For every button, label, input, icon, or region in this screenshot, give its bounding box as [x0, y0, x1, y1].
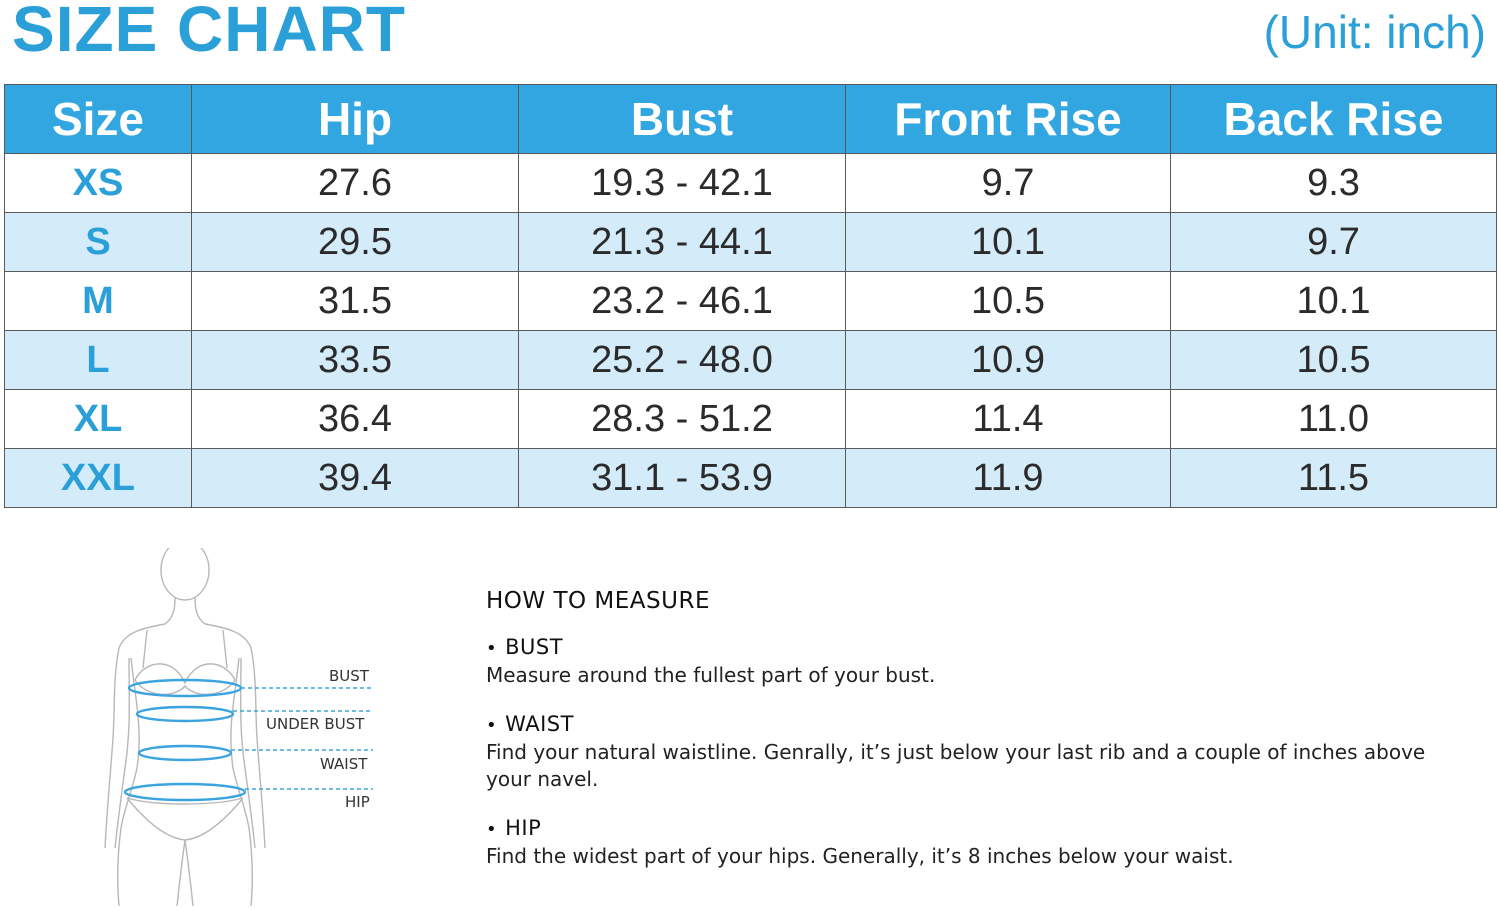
bust-cell: 28.3 - 51.2 — [519, 390, 846, 449]
bust-cell: 23.2 - 46.1 — [519, 272, 846, 331]
column-header-size: Size — [5, 85, 192, 154]
table-row — [5, 390, 1497, 449]
table-header-row — [5, 85, 1497, 154]
front-rise-cell: 10.1 — [846, 213, 1171, 272]
figure-label-under-bust: UNDER BUST — [266, 715, 365, 733]
size-cell: XXL — [5, 449, 192, 508]
back-rise-cell: 9.3 — [1171, 154, 1497, 213]
front-rise-cell: 11.4 — [846, 390, 1171, 449]
figure-label-hip: HIP — [345, 793, 370, 811]
measure-item-title: BUST — [505, 635, 564, 659]
front-rise-cell: 10.5 — [846, 272, 1171, 331]
column-header-bust: Bust — [519, 85, 846, 154]
bullet-icon: • — [486, 638, 498, 659]
hip-cell: 31.5 — [192, 272, 519, 331]
how-to-measure-section — [486, 588, 1446, 892]
bust-cell: 21.3 - 44.1 — [519, 213, 846, 272]
back-rise-cell: 10.5 — [1171, 331, 1497, 390]
measure-item-bust — [486, 634, 1446, 689]
figure-label-bust: BUST — [329, 667, 369, 685]
back-rise-cell: 11.5 — [1171, 449, 1497, 508]
table-row — [5, 213, 1497, 272]
front-rise-cell: 11.9 — [846, 449, 1171, 508]
measure-item-description: Find your natural waistline. Genrally, it’s just below your last rib and a couple of inches above your navel. — [486, 740, 1426, 791]
table-row — [5, 449, 1497, 508]
column-header-hip: Hip — [192, 85, 519, 154]
back-rise-cell: 11.0 — [1171, 390, 1497, 449]
table-row — [5, 154, 1497, 213]
bust-cell: 25.2 - 48.0 — [519, 331, 846, 390]
measure-item-waist — [486, 711, 1446, 793]
measure-item-description: Measure around the fullest part of your bust. — [486, 663, 936, 687]
back-rise-cell: 9.7 — [1171, 213, 1497, 272]
hip-cell: 39.4 — [192, 449, 519, 508]
size-cell: XL — [5, 390, 192, 449]
hip-cell: 36.4 — [192, 390, 519, 449]
front-rise-cell: 9.7 — [846, 154, 1171, 213]
measure-item-hip — [486, 815, 1446, 870]
body-measurement-figure — [95, 548, 395, 906]
size-cell: XS — [5, 154, 192, 213]
column-header-front-rise: Front Rise — [846, 85, 1171, 154]
back-rise-cell: 10.1 — [1171, 272, 1497, 331]
size-table — [4, 84, 1497, 508]
figure-label-waist: WAIST — [320, 755, 368, 773]
measure-item-description: Find the widest part of your hips. Generally, it’s 8 inches below your waist. — [486, 844, 1234, 868]
page-title: SIZE CHART — [12, 0, 406, 65]
measure-item-title: WAIST — [505, 712, 574, 736]
table-row — [5, 331, 1497, 390]
unit-label: (Unit: inch) — [1263, 6, 1486, 58]
front-rise-cell: 10.9 — [846, 331, 1171, 390]
table-row — [5, 272, 1497, 331]
hip-cell: 27.6 — [192, 154, 519, 213]
measure-item-title: HIP — [505, 816, 542, 840]
how-to-measure-heading: HOW TO MEASURE — [486, 588, 710, 614]
size-cell: L — [5, 331, 192, 390]
bust-cell: 31.1 - 53.9 — [519, 449, 846, 508]
size-cell: M — [5, 272, 192, 331]
bullet-icon: • — [486, 819, 498, 840]
size-cell: S — [5, 213, 192, 272]
hip-cell: 33.5 — [192, 331, 519, 390]
column-header-back-rise: Back Rise — [1171, 85, 1497, 154]
bullet-icon: • — [486, 715, 498, 736]
hip-cell: 29.5 — [192, 213, 519, 272]
bust-cell: 19.3 - 42.1 — [519, 154, 846, 213]
